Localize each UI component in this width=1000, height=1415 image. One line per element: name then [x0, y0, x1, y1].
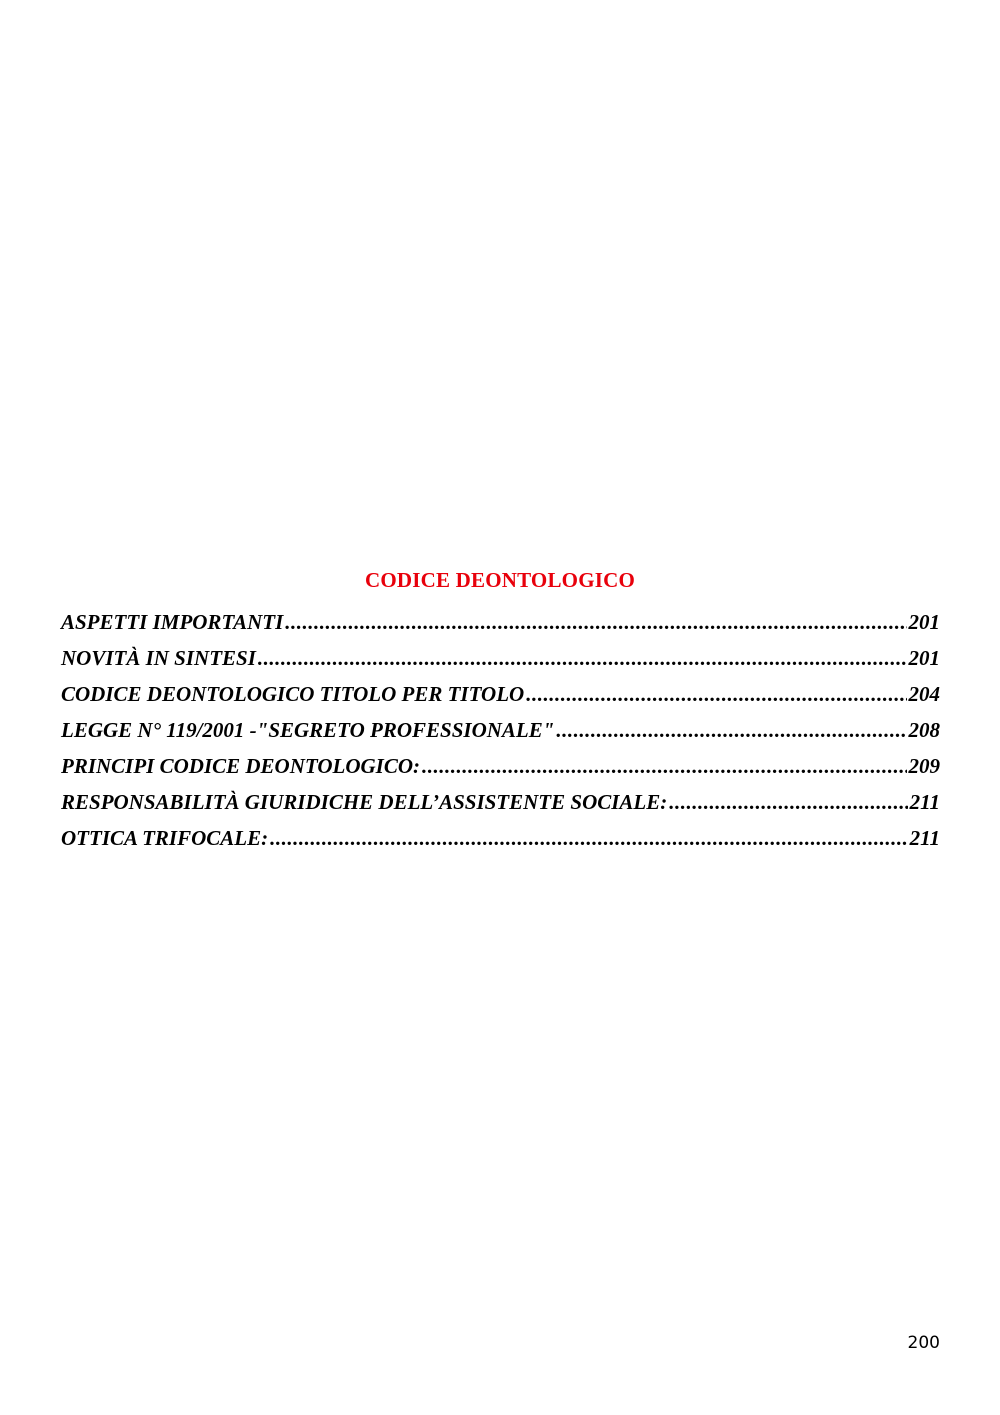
toc-entry[interactable] — [61, 606, 940, 642]
toc-entry[interactable] — [61, 786, 940, 822]
toc-entry-page: 201 — [908, 646, 940, 670]
toc-entry-label: ASPETTI IMPORTANTI — [61, 610, 284, 634]
table-of-contents — [61, 606, 940, 858]
toc-entry-page: 208 — [908, 718, 940, 742]
toc-entry-label: CODICE DEONTOLOGICO TITOLO PER TITOLO — [61, 682, 525, 706]
toc-dot-leader — [556, 714, 906, 746]
toc-entry[interactable] — [61, 678, 940, 714]
toc-entry-label: PRINCIPI CODICE DEONTOLOGICO: — [61, 754, 420, 778]
toc-entry-label: RESPONSABILITÀ GIURIDICHE DELL’ASSISTENTE SOCIALE: — [61, 790, 668, 814]
page-number: 200 — [907, 1333, 940, 1353]
toc-entry-page: 204 — [908, 682, 940, 706]
toc-dot-leader — [270, 822, 908, 854]
toc-dot-leader — [258, 642, 907, 674]
toc-entry[interactable] — [61, 642, 940, 678]
toc-dot-leader — [526, 678, 906, 710]
toc-entry[interactable] — [61, 714, 940, 750]
toc-entry-label: LEGGE N° 119/2001 -"SEGRETO PROFESSIONALE" — [61, 718, 555, 742]
toc-dot-leader — [285, 606, 906, 638]
toc-entry-label: NOVITÀ IN SINTESI — [61, 646, 256, 670]
toc-entry-page: 211 — [909, 790, 940, 814]
toc-entry-page: 201 — [908, 610, 940, 634]
toc-entry[interactable] — [61, 822, 940, 858]
toc-dot-leader — [422, 750, 907, 782]
toc-entry-page: 211 — [909, 826, 940, 850]
toc-entry[interactable] — [61, 750, 940, 786]
toc-entry-label: OTTICA TRIFOCALE: — [61, 826, 269, 850]
toc-dot-leader — [669, 786, 907, 818]
toc-heading: CODICE DEONTOLOGICO — [364, 568, 636, 592]
toc-entry-page: 209 — [908, 754, 940, 778]
